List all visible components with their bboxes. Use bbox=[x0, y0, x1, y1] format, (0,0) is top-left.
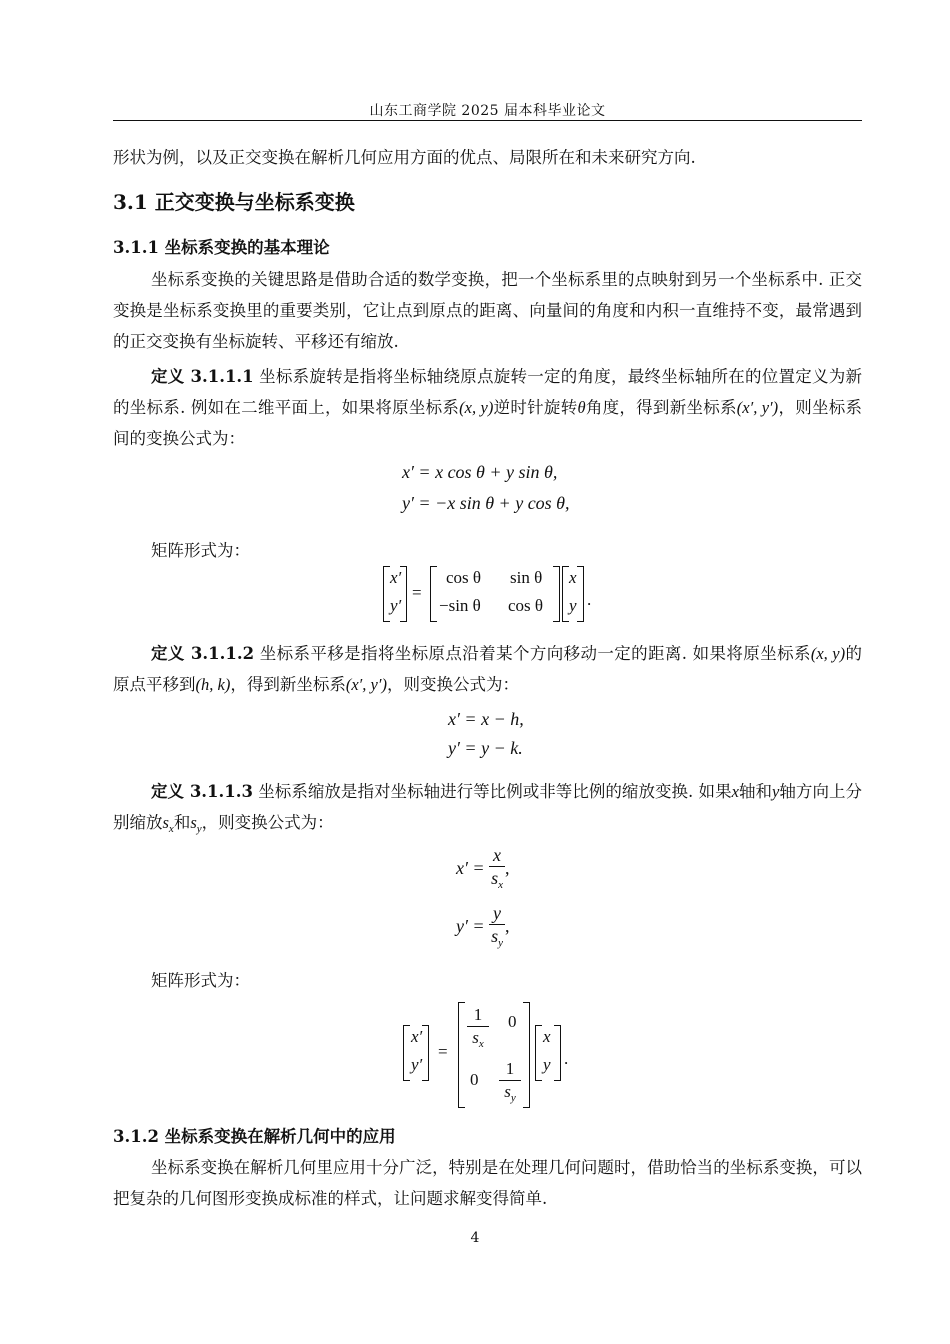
document-page: 山东工商学院 2025 届本科毕业论文 形状为例，以及正交变换在解析几何应用方面的优点、局限所在和未来研究方向. 3.1 正交变换与坐标系变换 3.1.1 坐标系变换的基本理论 坐标系变换的关键思路是借助合适的数学变换，把一个坐标系里的点映射到另一个坐标系中. 正交变换是坐标系变换里的重要类别，它让点到原点的距离、向量间的角度和内积一直维持不变，最常遇到的正交变换有坐标旋转、平移还有缩放. 定义 3.1.1.1 坐标系旋转是指将坐标轴绕原点旋转一定的角度，最终坐标轴所在的位置定义为新的坐标系. 例如在二维平面上，如果将原坐标系(x, y)逆时针旋转θ角度，得到新坐标系(x′, y′)，则坐标系间的变换公式为： x′ = x cos θ + y sin θ, y′ = −x sin θ + y cos θ, 矩阵形式为： x′ y′ = cos θ sin θ −sin θ cos θ x y . 定义 3.1.1.2 坐标系平移是指将坐标原点沿着某个方向移动一定的距离. 如果将原坐标系(x, y)的原点平移到(h, k)，得到新坐标系(x′, y′)，则变换公式为： x′ = x − h, y′ = y − k. 定义 3.1.1.3 坐标系缩放是指对坐标轴进行等比例或非等比例的缩放变换. 如果x轴和y轴方向上分别缩放$s_x$和$s_y$，则变换公式为： x′ = $\frac{x}{s_x}$ , y′ = $\frac{y}{s_y}$ , 矩阵形式为： x′ y′ = 1 $s_x$ 0 0 1 $s_y$ x y . 3.1.2 坐标系变换在解析几何中的应用 坐标系变换在解析几何里应用十分广泛，特别是在处理几何问题时，借助恰当的坐标系变换，可以把复杂的几何图形变换成标准的样式，让问题求解变得简单. 4 bbox=[0, 0, 950, 1344]
section-3-1-1-paragraph: 坐标系变换的关键思路是借助合适的数学变换，把一个坐标系里的点映射到另一个坐标系中. 正交变换是坐标系变换里的重要类别，它让点到原点的距离、向量间的角度和内积一直维持不变，最常遇到的正交变换有坐标旋转、平移还有缩放. bbox=[113, 270, 862, 351]
rotation-rhs-vector: x y bbox=[562, 566, 584, 622]
header-rule bbox=[113, 120, 862, 121]
intro-paragraph: 形状为例，以及正交变换在解析几何应用方面的优点、局限所在和未来研究方向. bbox=[113, 148, 696, 167]
definition-label: 定义 3.1.1.2 bbox=[151, 644, 255, 663]
section-3-1-1-heading: 3.1.1 坐标系变换的基本理论 bbox=[113, 238, 330, 257]
scaling-rhs-vector: x y bbox=[535, 1025, 561, 1081]
rotation-equation-x: x′ = x cos θ + y sin θ, bbox=[402, 462, 558, 482]
translation-equation-x: x′ = x − h, bbox=[448, 709, 524, 729]
equals-sign: = bbox=[412, 583, 422, 602]
translation-equation-y: y′ = y − k. bbox=[448, 738, 523, 758]
scaling-equation-x: x′ = $\frac{x}{s_x}$ , bbox=[456, 845, 510, 891]
running-header: 山东工商学院 2025 届本科毕业论文 bbox=[369, 103, 606, 119]
section-3-1-2-paragraph: 坐标系变换在解析几何里应用十分广泛，特别是在处理几何问题时，借助恰当的坐标系变换，可以把复杂的几何图形变换成标准的样式，让问题求解变得简单. bbox=[113, 1158, 862, 1208]
definition-translation: 定义 3.1.1.2 坐标系平移是指将坐标原点沿着某个方向移动一定的距离. 如果将原坐标系(x, y)的原点平移到(h, k)，得到新坐标系(x′, y′)，则变换公式为： bbox=[113, 644, 863, 694]
scaling-lhs-vector: x′ y′ bbox=[403, 1025, 429, 1081]
section-3-1-2-heading: 3.1.2 坐标系变换在解析几何中的应用 bbox=[113, 1127, 396, 1146]
equals-sign: = bbox=[438, 1042, 448, 1061]
page-number: 4 bbox=[470, 1230, 480, 1246]
definition-label: 定义 3.1.1.1 bbox=[151, 367, 254, 386]
rotation-equation-y: y′ = −x sin θ + y cos θ, bbox=[402, 493, 570, 513]
rotation-lhs-vector: x′ y′ bbox=[383, 566, 407, 622]
rotation-matrix: cos θ sin θ −sin θ cos θ bbox=[430, 566, 560, 622]
section-3-1-heading: 3.1 正交变换与坐标系变换 bbox=[113, 190, 355, 214]
definition-label: 定义 3.1.1.3 bbox=[151, 782, 253, 801]
scaling-matrix: 1 $s_x$ 0 0 1 $s_y$ bbox=[458, 1002, 530, 1108]
scaling-equation-y: y′ = $\frac{y}{s_y}$ , bbox=[456, 903, 510, 949]
matrix-form-label-2: 矩阵形式为： bbox=[151, 971, 250, 990]
matrix-form-label: 矩阵形式为： bbox=[151, 541, 250, 560]
definition-scaling: 定义 3.1.1.3 坐标系缩放是指对坐标轴进行等比例或非等比例的缩放变换. 如果x轴和y轴方向上分别缩放$s_x$和$s_y$，则变换公式为： bbox=[113, 782, 863, 835]
definition-rotation: 定义 3.1.1.1 坐标系旋转是指将坐标轴绕原点旋转一定的角度，最终坐标轴所在的位置定义为新的坐标系. 例如在二维平面上，如果将原坐标系(x, y)逆时针旋转θ角度，得到新坐标系(x′, y′)，则坐标系间的变换公式为： bbox=[113, 367, 863, 448]
